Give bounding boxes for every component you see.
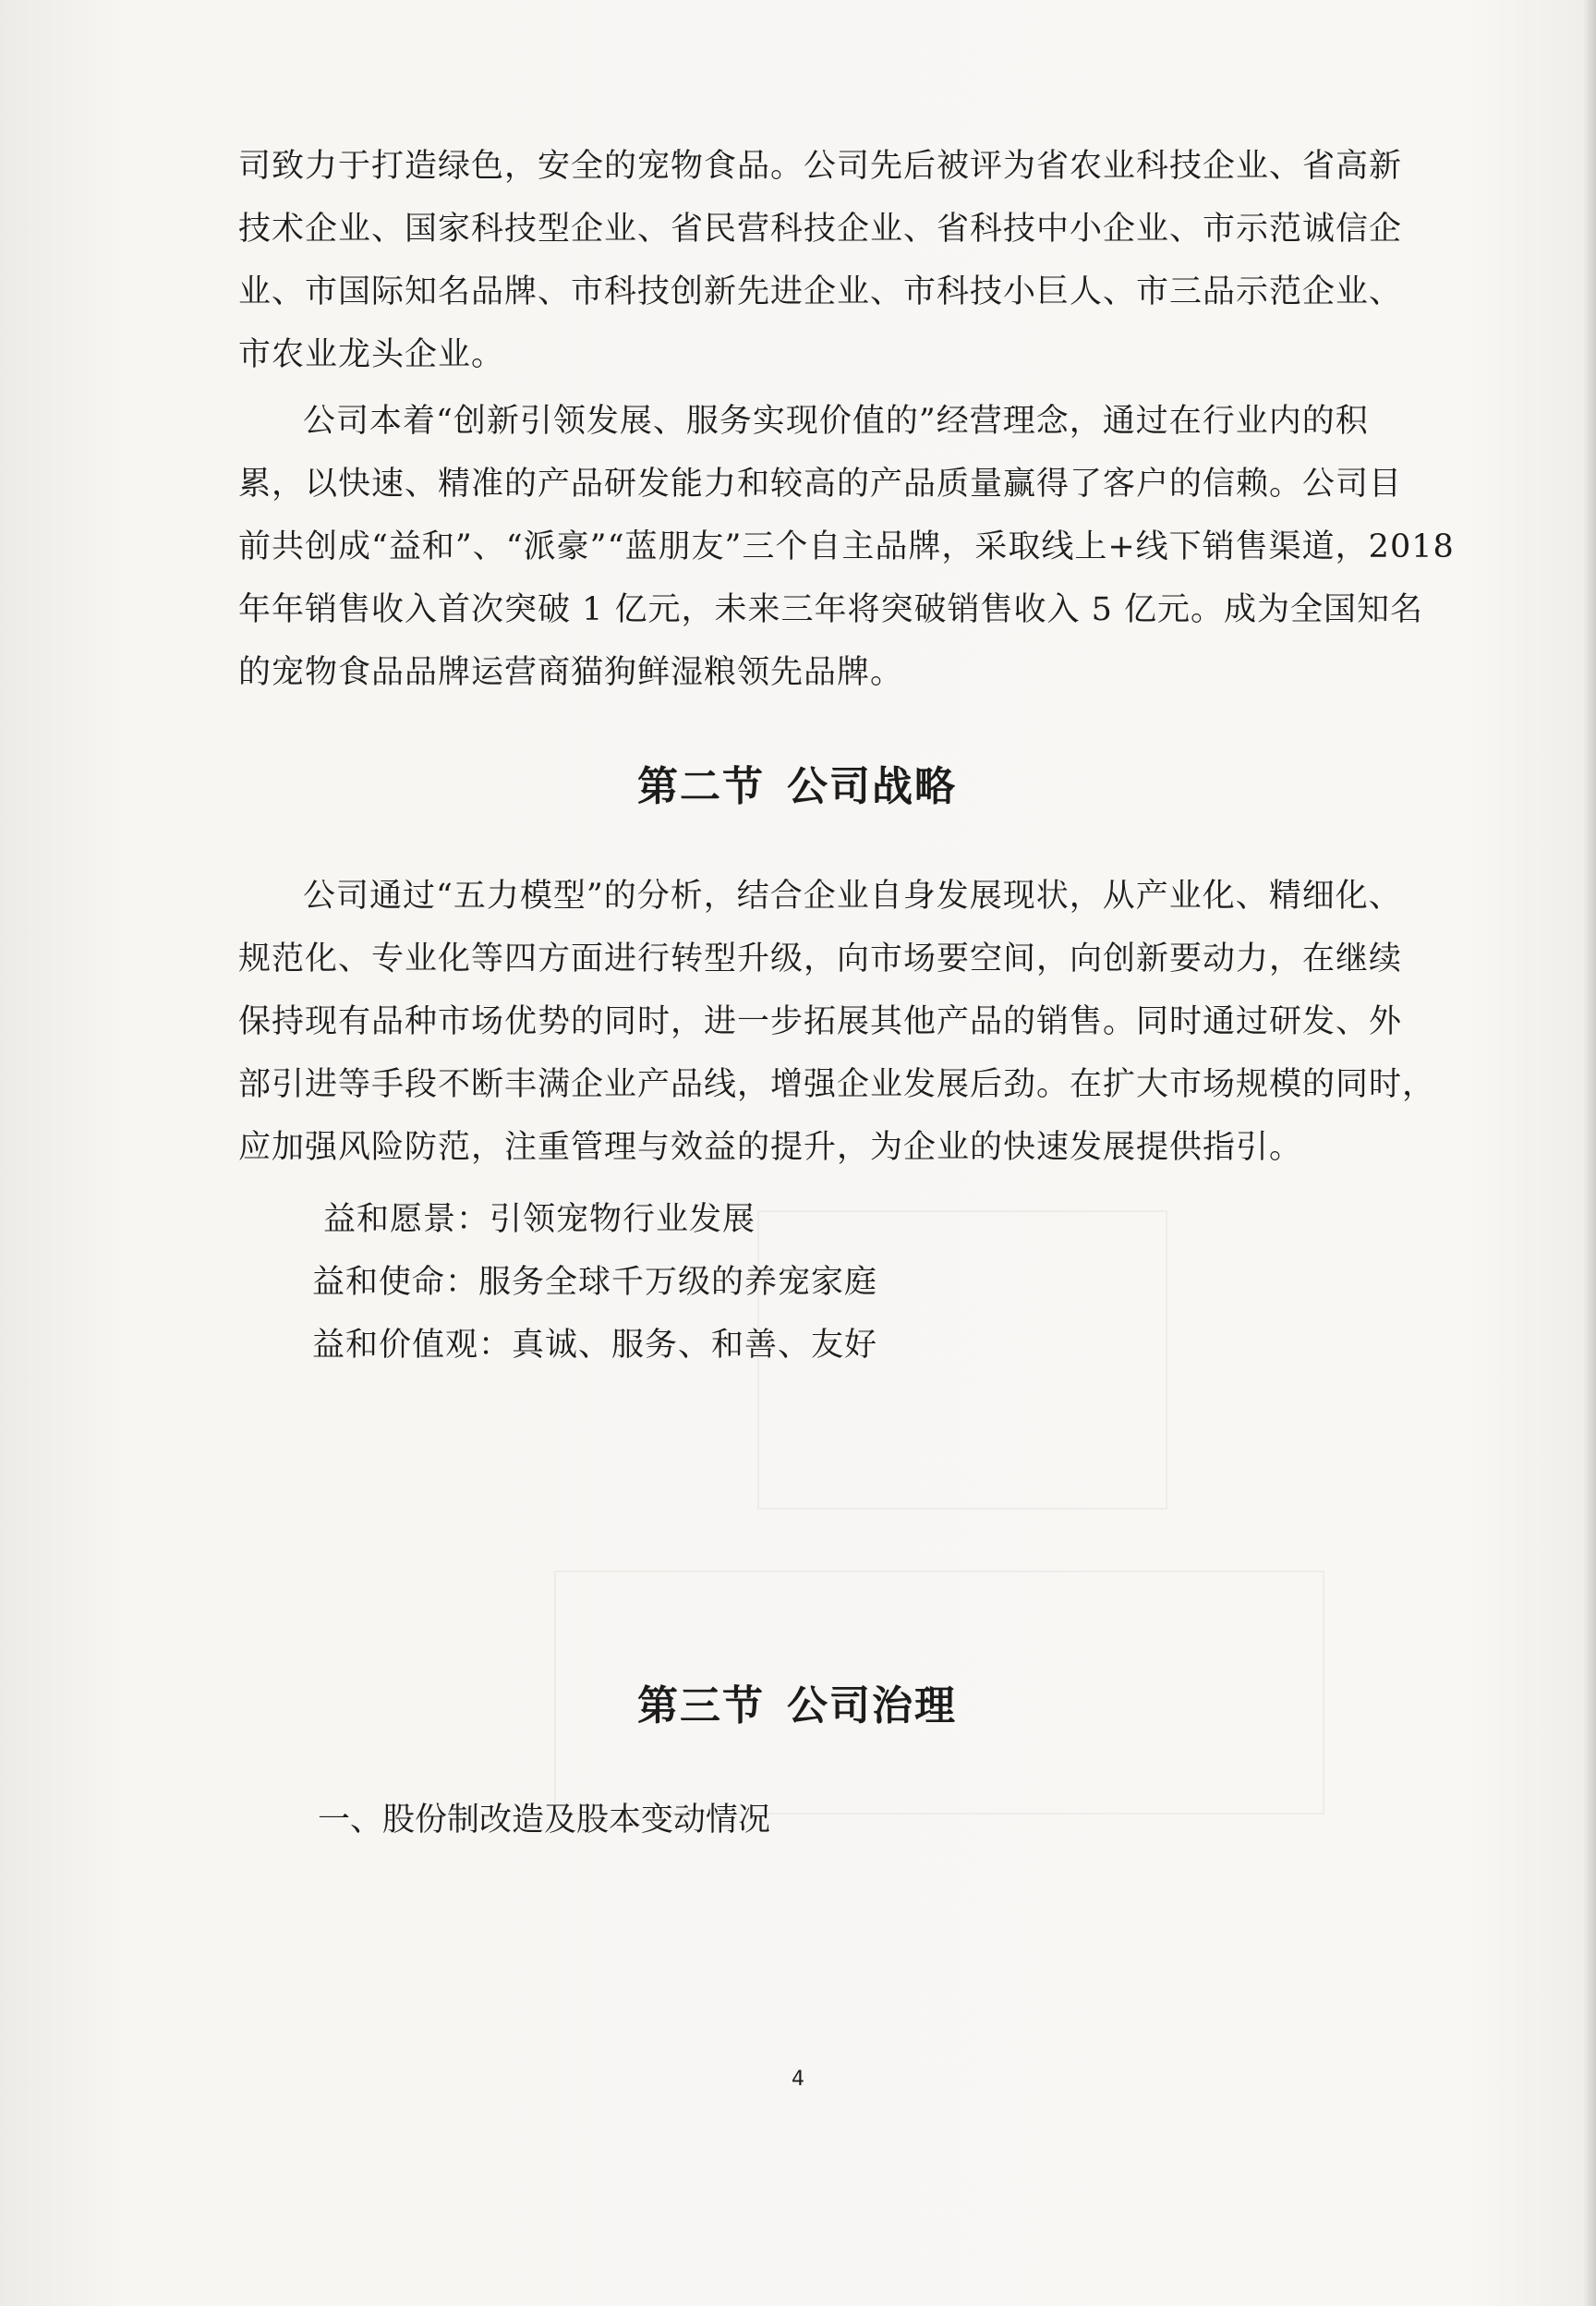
section-heading-governance [238,1672,1356,1731]
subsection-heading: 一、股份制改造及股本变动情况 [318,1802,771,1839]
text-line: 部引进等手段不断丰满企业产品线，增强企业发展后劲。在扩大市场规模的同时， [238,1066,1436,1103]
text-line: 前共创成“益和”、“派豪”“蓝朋友”三个自主品牌，采取线上+线下销售渠道，2018 [238,528,1455,565]
company-values-list [238,1192,877,1380]
page-body [238,139,1455,1839]
section-number: 第二节 [637,763,765,810]
text-line: 技术企业、国家科技型企业、省民营科技企业、省科技中小企业、市示范诚信企 [238,211,1403,248]
vision-line: 益和愿景：引领宠物行业发展 [323,1201,756,1238]
text-line: 累，以快速、精准的产品研发能力和较高的产品质量赢得了客户的信赖。公司目 [238,466,1403,503]
text-line: 公司本着“创新引领发展、服务实现价值的”经营理念，通过在行业内的积 [303,403,1369,440]
text-line: 司致力于打造绿色，安全的宠物食品。公司先后被评为省农业科技企业、省高新 [238,148,1403,185]
text-line: 市农业龙头企业。 [238,336,505,373]
text-line: 应加强风险防范，注重管理与效益的提升，为企业的快速发展提供指引。 [238,1129,1303,1166]
text-line: 年年销售收入首次突破 1 亿元，未来三年将突破销售收入 5 亿元。成为全国知名 [238,591,1424,628]
text-line: 业、市国际知名品牌、市科技创新先进企业、市科技小巨人、市三品示范企业、 [238,273,1403,310]
paragraph-strategy [238,868,1436,1183]
section-title: 公司治理 [787,1682,957,1730]
section-number: 第三节 [637,1682,765,1730]
text-line: 保持现有品种市场优势的同时，进一步拓展其他产品的销售。同时通过研发、外 [238,1003,1403,1040]
text-line: 的宠物食品品牌运营商猫狗鲜湿粮领先品牌。 [238,654,904,691]
section-title: 公司战略 [787,763,957,810]
paragraph-business-philosophy [238,394,1455,700]
page-number: 4 [792,2068,804,2091]
text-line: 公司通过“五力模型”的分析，结合企业自身发展现状，从产业化、精细化、 [303,878,1402,915]
page-edge-shadow [1583,0,1596,2306]
paragraph-company-honors [238,139,1403,382]
mission-line: 益和使命：服务全球千万级的养宠家庭 [312,1264,878,1301]
section-heading-strategy [238,753,1356,812]
core-values-line: 益和价值观：真诚、服务、和善、友好 [312,1327,878,1364]
text-line: 规范化、专业化等四方面进行转型升级，向市场要空间，向创新要动力，在继续 [238,941,1403,977]
